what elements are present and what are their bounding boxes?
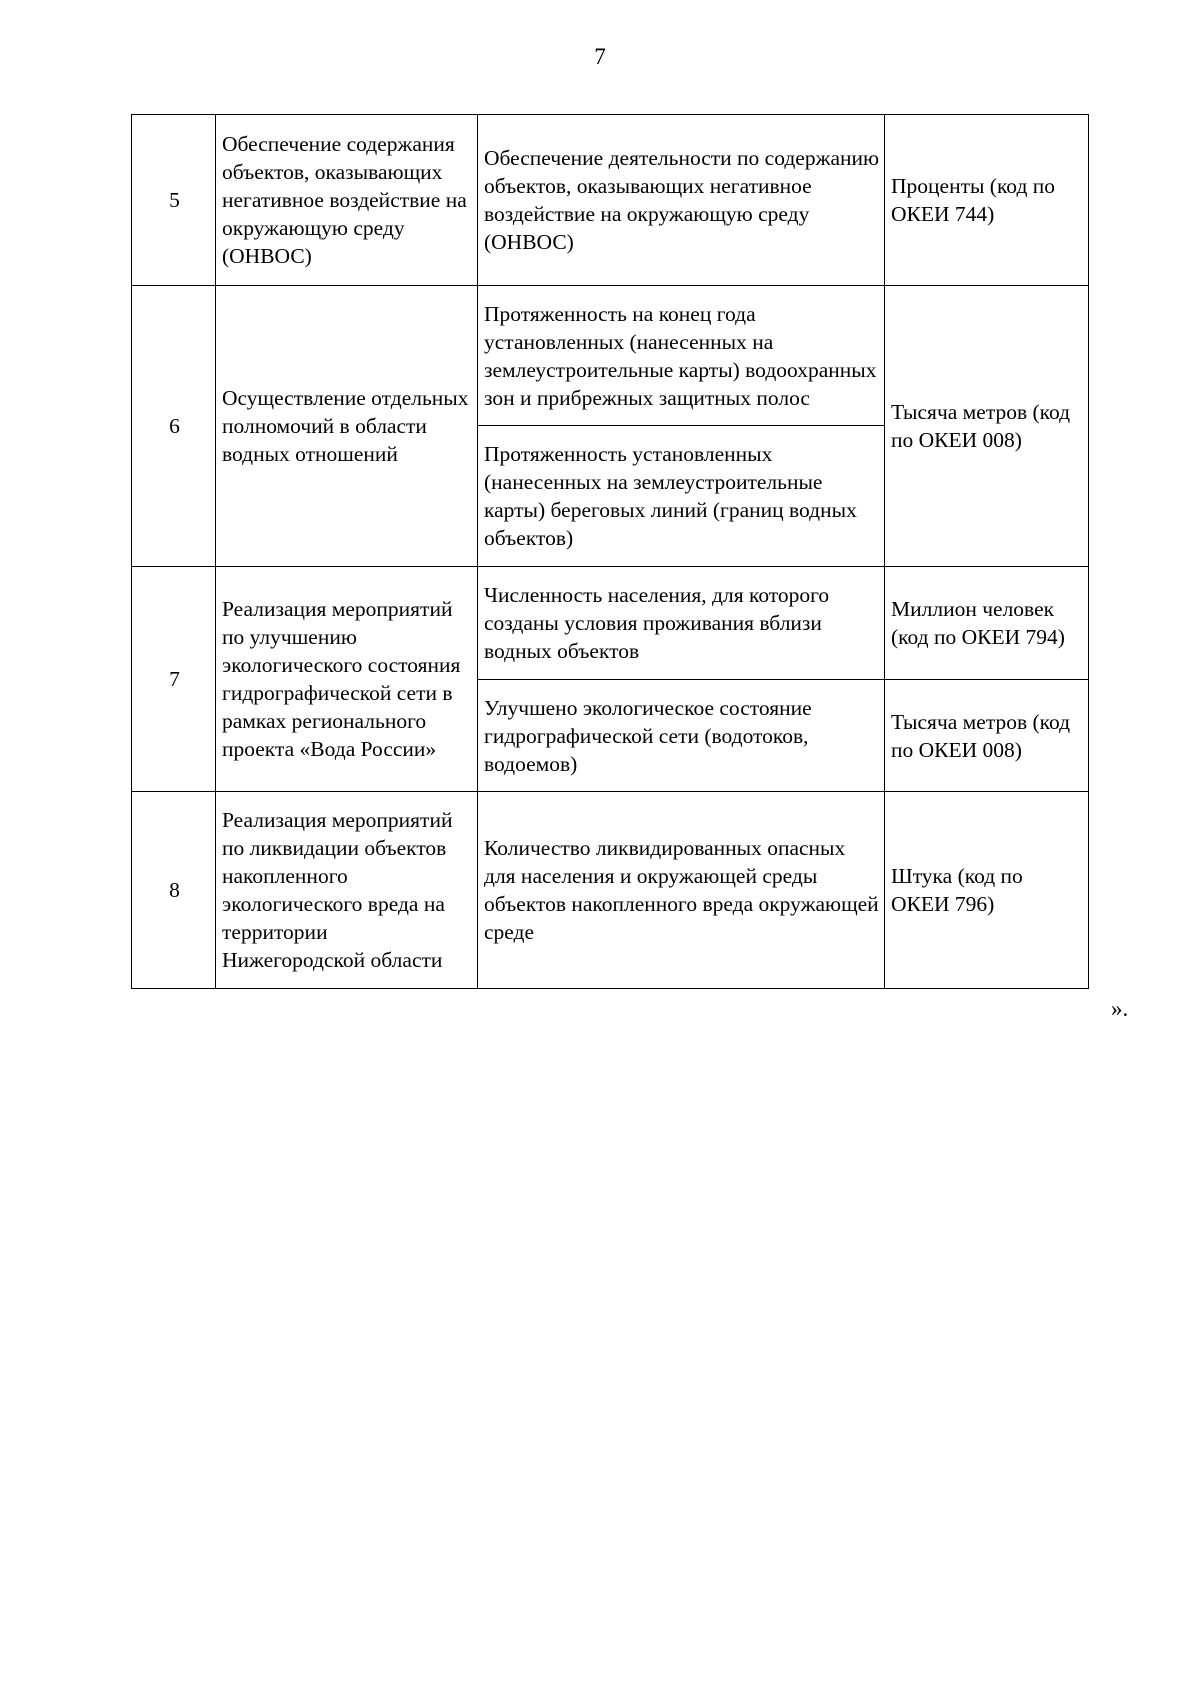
indicator-name: Протяженность установленных (нанесенных на землеустроительные карты) береговых линий (границ водных объектов) xyxy=(478,426,885,567)
row-number: 5 xyxy=(132,115,216,286)
activity-name: Реализация мероприятий по ликвидации объектов накопленного экологического вреда на территории Нижегородской области xyxy=(216,792,478,989)
activity-name: Осуществление отдельных полномочий в области водных отношений xyxy=(216,286,478,567)
indicator-name: Численность населения, для которого созданы условия проживания вблизи водных объектов xyxy=(478,567,885,680)
indicator-name: Улучшено экологическое состояние гидрографической сети (водотоков, водоемов) xyxy=(478,680,885,792)
unit-of-measure: Штука (код по ОКЕИ 796) xyxy=(885,792,1089,989)
closing-quote-mark: ». xyxy=(1111,996,1129,1021)
activity-name: Реализация мероприятий по улучшению экологического состояния гидрографической сети в рамках регионального проекта «Вода России» xyxy=(216,567,478,792)
indicator-name: Обеспечение деятельности по содержанию объектов, оказывающих негативное воздействие на окружающую среду (ОНВОС) xyxy=(478,115,885,286)
indicators-table xyxy=(131,114,1089,989)
row-number: 6 xyxy=(132,286,216,567)
table-row xyxy=(132,286,1089,426)
row-number: 8 xyxy=(132,792,216,989)
table-row xyxy=(132,115,1089,286)
unit-of-measure: Тысяча метров (код по ОКЕИ 008) xyxy=(885,680,1089,792)
unit-of-measure: Проценты (код по ОКЕИ 744) xyxy=(885,115,1089,286)
indicator-name: Количество ликвидированных опасных для населения и окружающей среды объектов накопленного вреда окружающей среде xyxy=(478,792,885,989)
activity-name: Обеспечение содержания объектов, оказывающих негативное воздействие на окружающую среду (ОНВОС) xyxy=(216,115,478,286)
table-row xyxy=(132,792,1089,989)
unit-of-measure: Тысяча метров (код по ОКЕИ 008) xyxy=(885,286,1089,567)
row-number: 7 xyxy=(132,567,216,792)
table-row xyxy=(132,567,1089,680)
page-number: 7 xyxy=(594,44,606,69)
indicator-name: Протяженность на конец года установленных (нанесенных на землеустроительные карты) водоохранных зон и прибрежных защитных полос xyxy=(478,286,885,426)
unit-of-measure: Миллион человек (код по ОКЕИ 794) xyxy=(885,567,1089,680)
